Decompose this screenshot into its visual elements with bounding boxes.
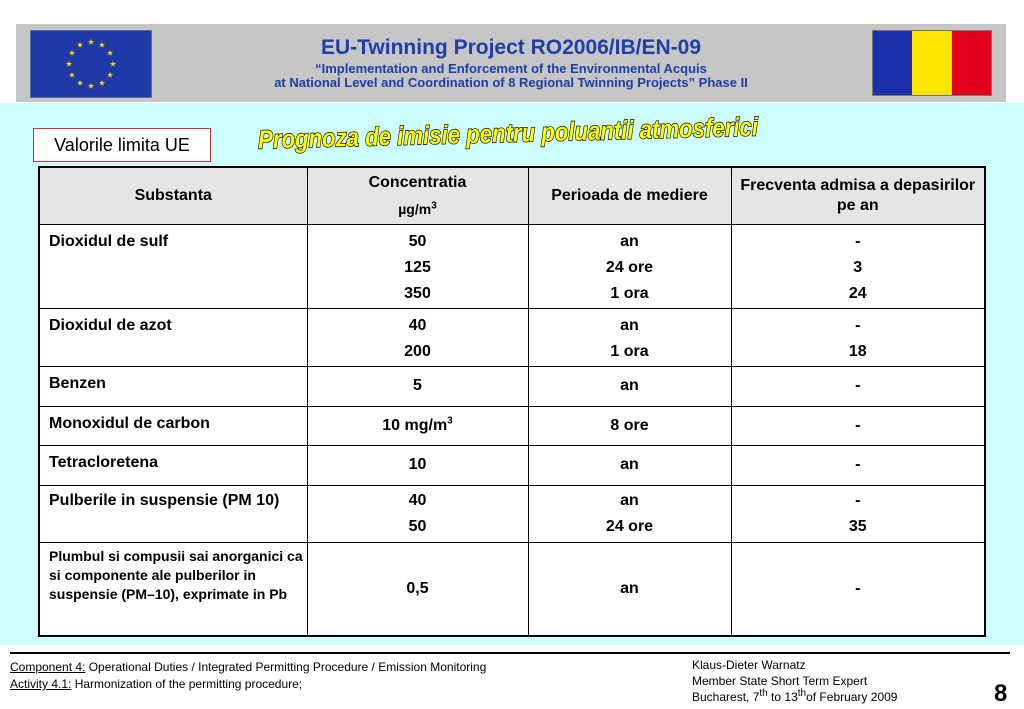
footer-right bbox=[692, 657, 897, 705]
table-row bbox=[39, 224, 985, 308]
row-period: an 24 ore bbox=[528, 485, 731, 542]
flag-stripe-blue bbox=[873, 31, 912, 95]
slide-title-text: Prognoza de imisie pentru poluantii atmosferici bbox=[257, 109, 845, 155]
romania-flag-icon bbox=[872, 30, 992, 96]
table-row bbox=[39, 366, 985, 406]
header-frequency: Frecventa admisa a depasirilor pe an bbox=[731, 167, 985, 224]
header-concentration-label: Concentratia bbox=[368, 173, 467, 191]
row-concentration: 5 bbox=[307, 366, 528, 406]
row-frequency: - bbox=[731, 445, 985, 485]
project-subtitle-2: at National Level and Coordination of 8 Regional Twinning Projects” Phase II bbox=[274, 75, 748, 90]
header-concentration bbox=[307, 167, 528, 224]
header-period: Perioada de mediere bbox=[528, 167, 731, 224]
footer-author: Klaus-Dieter Warnatz bbox=[692, 658, 806, 672]
row-substance: Dioxidul de sulf bbox=[39, 224, 307, 308]
row-substance: Monoxidul de carbon bbox=[39, 406, 307, 445]
row-concentration: 50 125 350 bbox=[307, 224, 528, 308]
row-concentration: 0,5 bbox=[307, 542, 528, 636]
footer-role: Member State Short Term Expert bbox=[692, 674, 868, 688]
slide-title bbox=[248, 109, 845, 155]
table-row bbox=[39, 308, 985, 366]
row-period: an bbox=[528, 542, 731, 636]
row-substance: Pulberile in suspensie (PM 10) bbox=[39, 485, 307, 542]
table-row bbox=[39, 445, 985, 485]
project-subtitle-1: “Implementation and Enforcement of the Environmental Acquis bbox=[315, 61, 707, 76]
project-title: EU-Twinning Project RO2006/IB/EN-09 bbox=[320, 36, 702, 59]
page-number: 8 bbox=[994, 680, 1008, 707]
table-row bbox=[39, 485, 985, 542]
limit-values-label: Valorile limita UE bbox=[33, 128, 211, 162]
row-period: an 24 ore 1 ora bbox=[528, 224, 731, 308]
header-banner bbox=[16, 24, 1006, 102]
row-period: an bbox=[528, 366, 731, 406]
row-frequency: - bbox=[731, 406, 985, 445]
row-concentration: 10 $mg/m^3$ bbox=[307, 406, 528, 445]
row-substance: Dioxidul de azot bbox=[39, 308, 307, 366]
row-substance: Plumbul si compusii sai anorganici ca si componente ale pulberilor in suspensie (PM–10), exprimate in Pb bbox=[39, 542, 307, 636]
footer-activity: Activity 4.1: Harmonization of the permitting procedure; bbox=[10, 677, 303, 691]
footer-date: Bucharest, 7th to 13thof February 2009 bbox=[692, 688, 898, 704]
row-period: an 1 ora bbox=[528, 308, 731, 366]
row-frequency: - bbox=[731, 366, 985, 406]
footer-component: Component 4: Operational Duties / Integrated Permitting Procedure / Emission Monitoring bbox=[10, 660, 487, 674]
limit-values-table bbox=[38, 166, 986, 637]
row-concentration: 10 bbox=[307, 445, 528, 485]
row-frequency: - 3 24 bbox=[731, 224, 985, 308]
table-row bbox=[39, 406, 985, 445]
flag-stripe-red bbox=[952, 31, 991, 95]
row-frequency: - 35 bbox=[731, 485, 985, 542]
row-substance: Benzen bbox=[39, 366, 307, 406]
row-concentration: 40 200 bbox=[307, 308, 528, 366]
flag-stripe-yellow bbox=[912, 31, 951, 95]
footer-left bbox=[10, 659, 486, 693]
row-concentration: 40 50 bbox=[307, 485, 528, 542]
footer-divider bbox=[10, 652, 1010, 654]
row-frequency: - 18 bbox=[731, 308, 985, 366]
header-concentration-unit: $\mu g/m^3$ bbox=[398, 200, 437, 217]
row-frequency: - bbox=[731, 542, 985, 636]
table-row bbox=[39, 542, 985, 636]
table-header-row bbox=[39, 167, 985, 224]
header-substance: Substanta bbox=[39, 167, 307, 224]
row-period: an bbox=[528, 445, 731, 485]
row-substance: Tetracloretena bbox=[39, 445, 307, 485]
row-period: 8 ore bbox=[528, 406, 731, 445]
